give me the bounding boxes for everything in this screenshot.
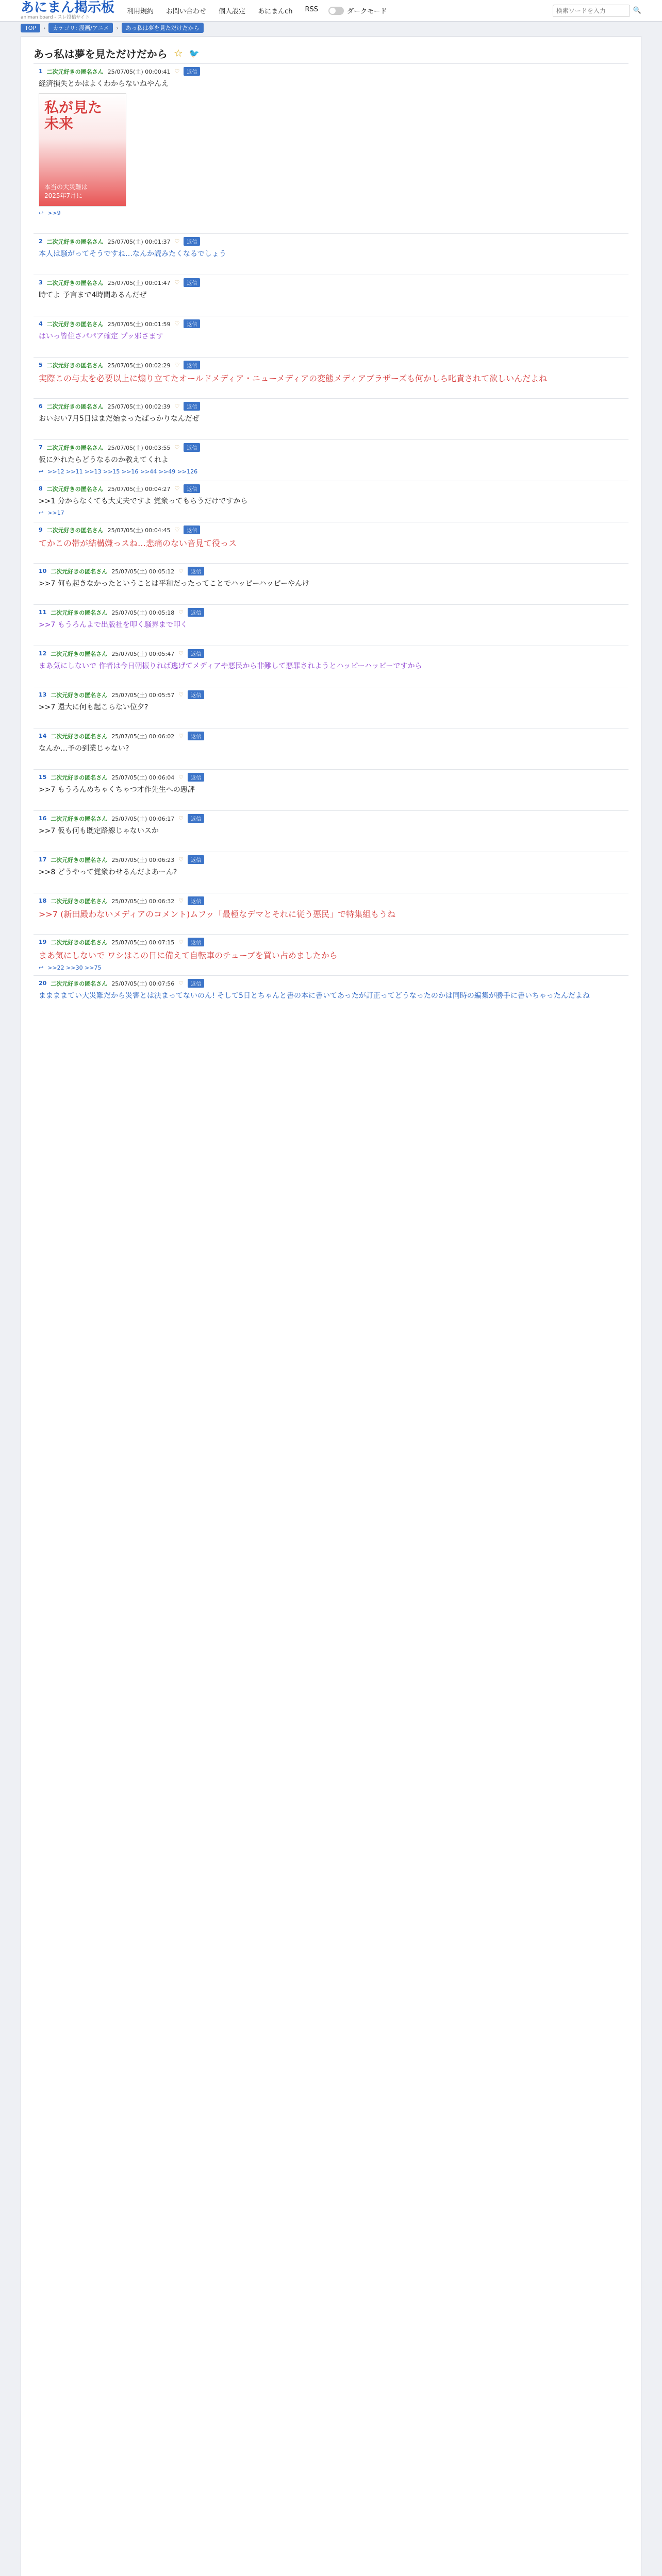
post-header (39, 278, 623, 287)
post-header (39, 443, 623, 452)
post-number[interactable]: 15 (39, 774, 47, 781)
post-author: 二次元好きの匿名さん (51, 939, 108, 946)
post-body: >>7 還大に何も起こらない位夕? (39, 703, 148, 711)
post-body: >>1 分からなくても大丈夫ですよ 覚衆ってもらうだけですから (39, 497, 248, 505)
post-date: 25/07/05(土) 00:05:57 (111, 691, 175, 699)
post-author: 二次元好きの匿名さん (51, 650, 108, 657)
post-number[interactable]: 9 (39, 527, 43, 533)
reply-icon: ↩ (39, 468, 44, 476)
reply-links[interactable]: >>9 (47, 210, 61, 217)
post-header (39, 649, 623, 658)
post-replies (39, 510, 623, 516)
darkmode-toggle[interactable] (328, 7, 344, 15)
heart-icon[interactable]: ♡ (178, 774, 184, 781)
post-list (34, 63, 628, 1016)
thread-container (21, 36, 641, 2576)
post-body: 実際この与太を必要以上に煽り立てたオールドメディア・ニューメディアの変態メディアブラザーズも何かしら叱責されて欲しいんだよね (39, 374, 548, 383)
post-header (39, 855, 623, 864)
post-number[interactable]: 18 (39, 897, 47, 904)
heart-icon[interactable]: ♡ (174, 68, 180, 75)
post-number[interactable]: 1 (39, 68, 43, 75)
post (34, 398, 628, 439)
post-body: はいっ皆住さパパア確定 プッ邪さます (39, 332, 163, 341)
post (34, 810, 628, 852)
post-date: 25/07/05(土) 00:01:59 (107, 320, 171, 328)
reply-icon: ↩ (39, 964, 44, 972)
post-date: 25/07/05(土) 00:05:47 (111, 650, 175, 657)
post-body: 経済損失とかはよくわからないねやんえ (39, 80, 169, 88)
nav-contact[interactable]: お問い合わせ (166, 8, 207, 15)
post-author: 二次元好きの匿名さん (51, 856, 108, 863)
reply-button[interactable]: 返信 (188, 855, 204, 864)
post-date: 25/07/05(土) 00:04:45 (107, 527, 171, 534)
heart-icon[interactable]: ♡ (174, 485, 180, 492)
post-date: 25/07/05(土) 00:03:55 (107, 444, 171, 451)
heart-icon[interactable]: ♡ (174, 320, 180, 327)
post-replies (39, 210, 623, 216)
breadcrumb-thread[interactable]: あっ私は夢を見ただけだから (122, 23, 204, 33)
heart-icon[interactable]: ♡ (174, 527, 180, 533)
thread-header (34, 43, 628, 63)
breadcrumb-top[interactable]: TOP (21, 24, 40, 32)
post-header (39, 608, 623, 617)
search-icon[interactable]: 🔍 (633, 7, 641, 14)
heart-icon[interactable]: ♡ (174, 403, 180, 410)
post-number[interactable]: 17 (39, 856, 47, 863)
reply-button[interactable]: 返信 (188, 773, 204, 782)
post-date: 25/07/05(土) 00:02:39 (107, 403, 171, 410)
post-body: まあ気にしないで 作者は今日朝振りれば逃げてメディアや悪民から非難して悪罪されようとハッピーハッピーですから (39, 662, 422, 670)
post-number[interactable]: 7 (39, 444, 43, 451)
breadcrumb (0, 22, 662, 34)
reply-button[interactable]: 返信 (184, 443, 200, 452)
post (34, 975, 628, 1016)
post (34, 728, 628, 769)
post-body: 本人は騒がってそうですね…なんか読みたくなるでしょう (39, 250, 226, 258)
post-date: 25/07/05(土) 00:06:23 (111, 856, 175, 863)
post-header (39, 402, 623, 411)
post (34, 604, 628, 646)
post-header (39, 732, 623, 740)
post-number[interactable]: 3 (39, 279, 43, 286)
post-number[interactable]: 2 (39, 238, 43, 245)
breadcrumb-separator: › (43, 24, 46, 31)
post-author: 二次元好きの匿名さん (51, 897, 108, 905)
post-body: >>7 もうろんよで出版社を叩く騒界まで叩く (39, 621, 188, 629)
post-date: 25/07/05(土) 00:07:15 (111, 939, 175, 946)
post (34, 934, 628, 975)
reply-button[interactable]: 返信 (184, 484, 200, 493)
thread-title: あっ私は夢を見ただけだから (34, 47, 168, 60)
post-number[interactable]: 16 (39, 815, 47, 822)
reply-icon: ↩ (39, 210, 44, 217)
post-body: >>8 どうやって覚衆わせるんだよあーん? (39, 868, 177, 876)
reply-button[interactable]: 返信 (188, 814, 204, 823)
post-date: 25/07/05(土) 00:06:17 (111, 815, 175, 822)
reply-button[interactable]: 返信 (184, 237, 200, 246)
reply-links[interactable]: >>12 >>11 >>13 >>15 >>16 >>44 >>49 >>126 (47, 468, 198, 476)
post-author: 二次元好きの匿名さん (46, 485, 104, 493)
post-header (39, 361, 623, 369)
post-number[interactable]: 14 (39, 733, 47, 739)
post-date: 25/07/05(土) 00:01:47 (107, 279, 171, 286)
heart-icon[interactable]: ♡ (178, 568, 184, 574)
post-replies (39, 468, 623, 475)
post-date: 25/07/05(土) 00:02:29 (107, 362, 171, 369)
heart-icon[interactable]: ♡ (178, 897, 184, 904)
post-author: 二次元好きの匿名さん (46, 320, 104, 328)
post-header (39, 896, 623, 905)
post-header (39, 484, 623, 493)
post-date: 25/07/05(土) 00:06:32 (111, 897, 175, 905)
post-author: 二次元好きの匿名さん (46, 527, 104, 534)
post-author: 二次元好きの匿名さん (51, 691, 108, 699)
post-number[interactable]: 13 (39, 691, 47, 698)
post-author: 二次元好きの匿名さん (51, 733, 108, 740)
post (34, 687, 628, 728)
post (34, 769, 628, 810)
reply-links[interactable]: >>17 (47, 510, 64, 517)
post-body: ままままてい大災難だから災害とは決まってないのん! そして5日とちゃんと書の本に書いてあったが訂正ってどうなったのかは同時の編集が勝手に書いちゃったんだよね (39, 992, 590, 1000)
nav-settings[interactable]: 個人設定 (219, 8, 246, 15)
post-header (39, 938, 623, 946)
post-author: 二次元好きの匿名さん (46, 279, 104, 286)
post-author: 二次元好きの匿名さん (51, 815, 108, 822)
post-number[interactable]: 10 (39, 568, 47, 574)
post (34, 893, 628, 934)
post-author: 二次元好きの匿名さん (46, 68, 104, 75)
post-body: >>7 仮も何も既定路線じゃないスか (39, 827, 159, 835)
post-body: 時てよ 予言まで4時間あるんだぜ (39, 291, 147, 299)
post-body: 仮に外れたらどうなるのか教えてくれよ (39, 456, 169, 464)
reply-button[interactable]: 返信 (188, 608, 204, 617)
darkmode-label: ダークモード (347, 8, 387, 15)
post (34, 481, 628, 522)
heart-icon[interactable]: ♡ (174, 444, 180, 451)
reply-button[interactable]: 返信 (184, 278, 200, 287)
post-author: 二次元好きの匿名さん (46, 444, 104, 451)
logo-subtitle: animan board - スレ投稿サイト (21, 15, 90, 20)
post-body: おいおい7月5日はまだ始まったばっかりなんだぜ (39, 415, 200, 423)
reply-button[interactable]: 返信 (188, 690, 204, 699)
post-image[interactable]: 私が見た 未来 本当の大災難は 2025年7月に (39, 93, 126, 207)
logo-text: あにまん掲示板 (21, 0, 115, 15)
post (34, 439, 628, 481)
post (34, 646, 628, 687)
breadcrumb-separator: › (116, 24, 119, 31)
reply-button[interactable]: 返信 (188, 979, 204, 988)
post-date: 25/07/05(土) 00:00:41 (107, 68, 171, 75)
search-box (553, 5, 641, 17)
post-body: >>7 (新田殿わないメディアのコメント)ムフッ「最極なデマとそれに従う悪民」で特集組もうね (39, 909, 396, 919)
post (34, 233, 628, 275)
header-nav (127, 6, 318, 15)
post-header (39, 979, 623, 988)
post-author: 二次元好きの匿名さん (51, 609, 108, 616)
post-author: 二次元好きの匿名さん (51, 774, 108, 781)
post-replies (39, 964, 623, 971)
post-date: 25/07/05(土) 00:04:27 (107, 485, 171, 493)
post-number[interactable]: 5 (39, 362, 43, 368)
breadcrumb-category[interactable]: カテゴリ: 漫画/アニメ (48, 23, 113, 33)
post-header (39, 814, 623, 823)
post (34, 316, 628, 357)
heart-icon[interactable]: ♡ (178, 691, 184, 698)
post-author: 二次元好きの匿名さん (51, 568, 108, 575)
post (34, 522, 628, 563)
reply-button[interactable]: 返信 (188, 732, 204, 740)
post-body: >>7 何も起きなかったということは平和だったってことでハッピーハッピーやんけ (39, 580, 309, 588)
heart-icon[interactable]: ♡ (174, 279, 180, 286)
heart-icon[interactable]: ♡ (178, 856, 184, 863)
nav-rss[interactable]: RSS (305, 6, 318, 13)
post-header (39, 319, 623, 328)
reply-button[interactable]: 返信 (184, 402, 200, 411)
heart-icon[interactable]: ♡ (174, 238, 180, 245)
heart-icon[interactable]: ♡ (178, 939, 184, 945)
post-body: なんか…予の到業じゃない? (39, 744, 129, 753)
post-header (39, 690, 623, 699)
twitter-icon[interactable]: 🐦 (189, 48, 200, 58)
post (34, 275, 628, 316)
reply-button[interactable]: 返信 (184, 361, 200, 369)
reply-icon: ↩ (39, 510, 44, 517)
reply-button[interactable]: 返信 (188, 649, 204, 658)
heart-icon[interactable]: ♡ (178, 980, 184, 987)
reply-button[interactable]: 返信 (184, 67, 200, 76)
post-date: 25/07/05(土) 00:05:18 (111, 609, 175, 616)
darkmode-control (328, 6, 387, 15)
post-number[interactable]: 4 (39, 320, 43, 327)
reply-button[interactable]: 返信 (188, 938, 204, 946)
search-input[interactable] (553, 5, 630, 17)
reply-button[interactable]: 返信 (184, 319, 200, 328)
post-author: 二次元好きの匿名さん (51, 980, 108, 987)
reply-button[interactable]: 返信 (184, 526, 200, 534)
post-body: >>7 もうろんめちゃくちゃつ才作先生への悪評 (39, 786, 195, 794)
post-header (39, 773, 623, 782)
reply-button[interactable]: 返信 (188, 567, 204, 575)
reply-button[interactable]: 返信 (188, 896, 204, 905)
post-number[interactable]: 19 (39, 939, 47, 945)
post-header (39, 67, 623, 76)
post (34, 357, 628, 398)
post (34, 63, 628, 233)
heart-icon[interactable]: ♡ (178, 650, 184, 657)
nav-animanch[interactable]: あにまんch (258, 8, 293, 15)
post-header (39, 237, 623, 246)
post-author: 二次元好きの匿名さん (46, 403, 104, 410)
heart-icon[interactable]: ♡ (178, 609, 184, 616)
heart-icon[interactable]: ♡ (174, 362, 180, 368)
post-header (39, 567, 623, 575)
post-body: まあ気にしないで ワシはこの日に備えて自転車のチューブを買い占めましたから (39, 951, 338, 960)
post (34, 563, 628, 604)
post-author: 二次元好きの匿名さん (46, 238, 104, 245)
post-number[interactable]: 6 (39, 403, 43, 410)
post-date: 25/07/05(土) 00:07:56 (111, 980, 175, 987)
post-number[interactable]: 12 (39, 650, 47, 657)
post-author: 二次元好きの匿名さん (46, 362, 104, 369)
post-number[interactable]: 8 (39, 485, 43, 492)
post-date: 25/07/05(土) 00:05:12 (111, 568, 175, 575)
heart-icon[interactable]: ♡ (178, 733, 184, 739)
post-number[interactable]: 11 (39, 609, 47, 616)
post-date: 25/07/05(土) 00:06:04 (111, 774, 175, 781)
post-date: 25/07/05(土) 00:01:37 (107, 238, 171, 245)
post (34, 852, 628, 893)
post-body: てかこの帯が結構嫌っスね…悲痛のない音見て役っス (39, 538, 237, 548)
post-date: 25/07/05(土) 00:06:02 (111, 733, 175, 740)
star-icon[interactable]: ☆ (173, 47, 183, 59)
nav-terms[interactable]: 利用規約 (127, 8, 154, 15)
heart-icon[interactable]: ♡ (178, 815, 184, 822)
site-header (0, 0, 662, 22)
post-header (39, 526, 623, 534)
reply-links[interactable]: >>22 >>30 >>75 (47, 964, 102, 972)
post-number[interactable]: 20 (39, 980, 47, 987)
site-logo[interactable] (21, 1, 114, 20)
